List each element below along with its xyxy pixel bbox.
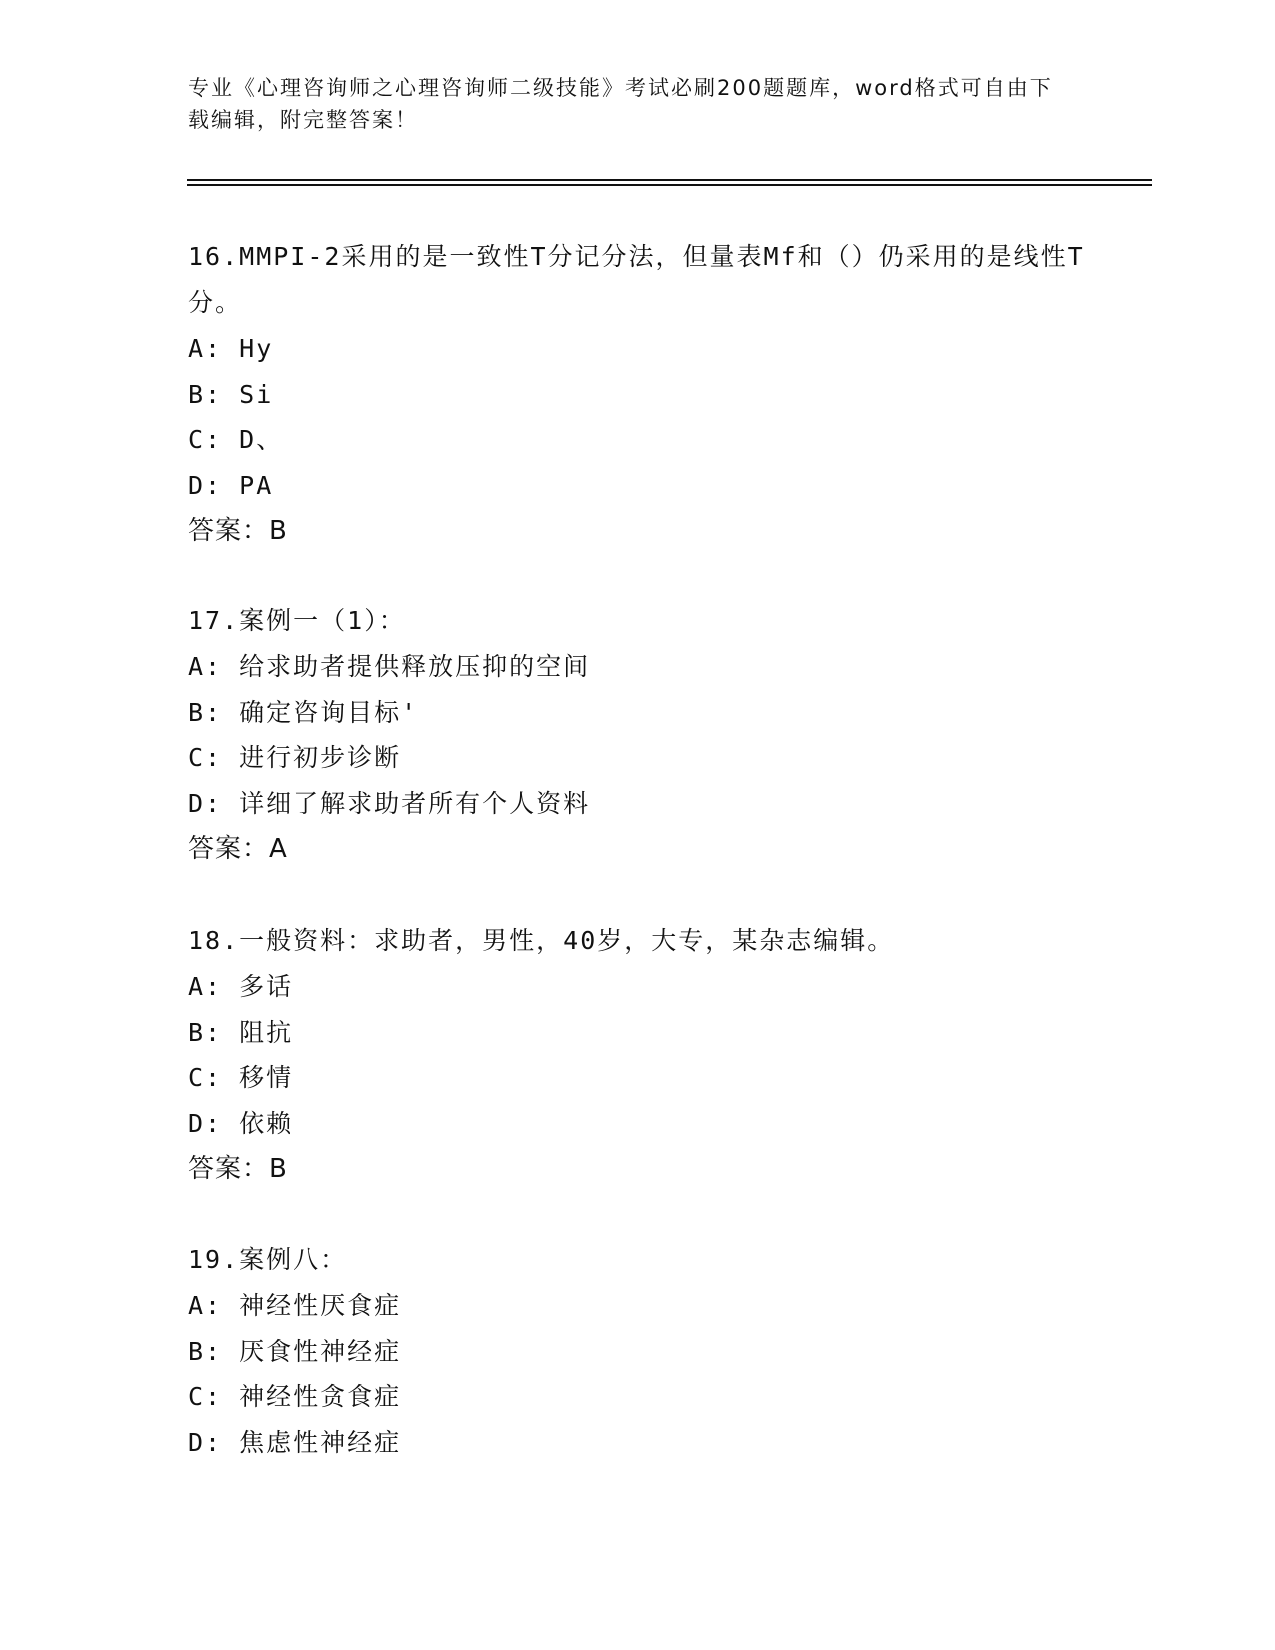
option-b: B: Si — [188, 379, 274, 409]
option-a: A: 给求助者提供释放压抑的空间 — [188, 652, 591, 681]
question-16 — [188, 234, 1088, 554]
option-b: B: 厌食性神经症 — [188, 1336, 402, 1366]
option-a: A: Hy — [188, 334, 274, 363]
question-text: 一般资料：求助者，男性，40岁，大专，某杂志编辑。 — [239, 926, 895, 955]
option-d: D: 依赖 — [188, 1108, 294, 1138]
option-c: C: 神经性贪食症 — [188, 1382, 402, 1411]
question-stem — [188, 918, 1088, 964]
answer-line: 答案：B — [188, 516, 288, 546]
option-d: D: PA — [188, 470, 274, 500]
question-text: 案例一（1）： — [239, 606, 406, 635]
option-b: B: 确定咨询目标' — [188, 697, 419, 727]
option-d: D: 焦虑性神经症 — [188, 1427, 402, 1457]
question-stem — [188, 598, 1088, 644]
option-c: C: 移情 — [188, 1063, 294, 1092]
question-19 — [188, 1237, 1088, 1465]
question-stem — [188, 234, 1088, 326]
question-number: 16. — [188, 242, 240, 271]
answer-line: 答案：B — [188, 1154, 288, 1184]
question-stem — [188, 1237, 1088, 1283]
question-number: 17. — [188, 606, 240, 635]
header-divider-top — [187, 179, 1152, 181]
option-c: C: D、 — [188, 425, 284, 454]
question-text: 案例八： — [239, 1245, 348, 1274]
option-a: A: 多话 — [188, 972, 294, 1001]
option-b: B: 阻抗 — [188, 1017, 294, 1047]
question-17 — [188, 598, 1088, 872]
option-d: D: 详细了解求助者所有个人资料 — [188, 788, 591, 818]
answer-line: 答案：A — [188, 834, 288, 864]
question-number: 19. — [188, 1245, 240, 1274]
question-number: 18. — [188, 926, 240, 955]
document-header — [188, 72, 1068, 136]
option-a: A: 神经性厌食症 — [188, 1291, 402, 1320]
option-c: C: 进行初步诊断 — [188, 743, 402, 772]
question-text: MMPI-2采用的是一致性T分记分法，但量表Mf和（）仍采用的是线性T分。 — [188, 242, 1085, 317]
question-18 — [188, 918, 1088, 1192]
header-divider-bottom — [187, 184, 1152, 186]
header-text: 专业《心理咨询师之心理咨询师二级技能》考试必刷200题题库，word格式可自由下载编辑，附完整答案！ — [188, 76, 1053, 132]
